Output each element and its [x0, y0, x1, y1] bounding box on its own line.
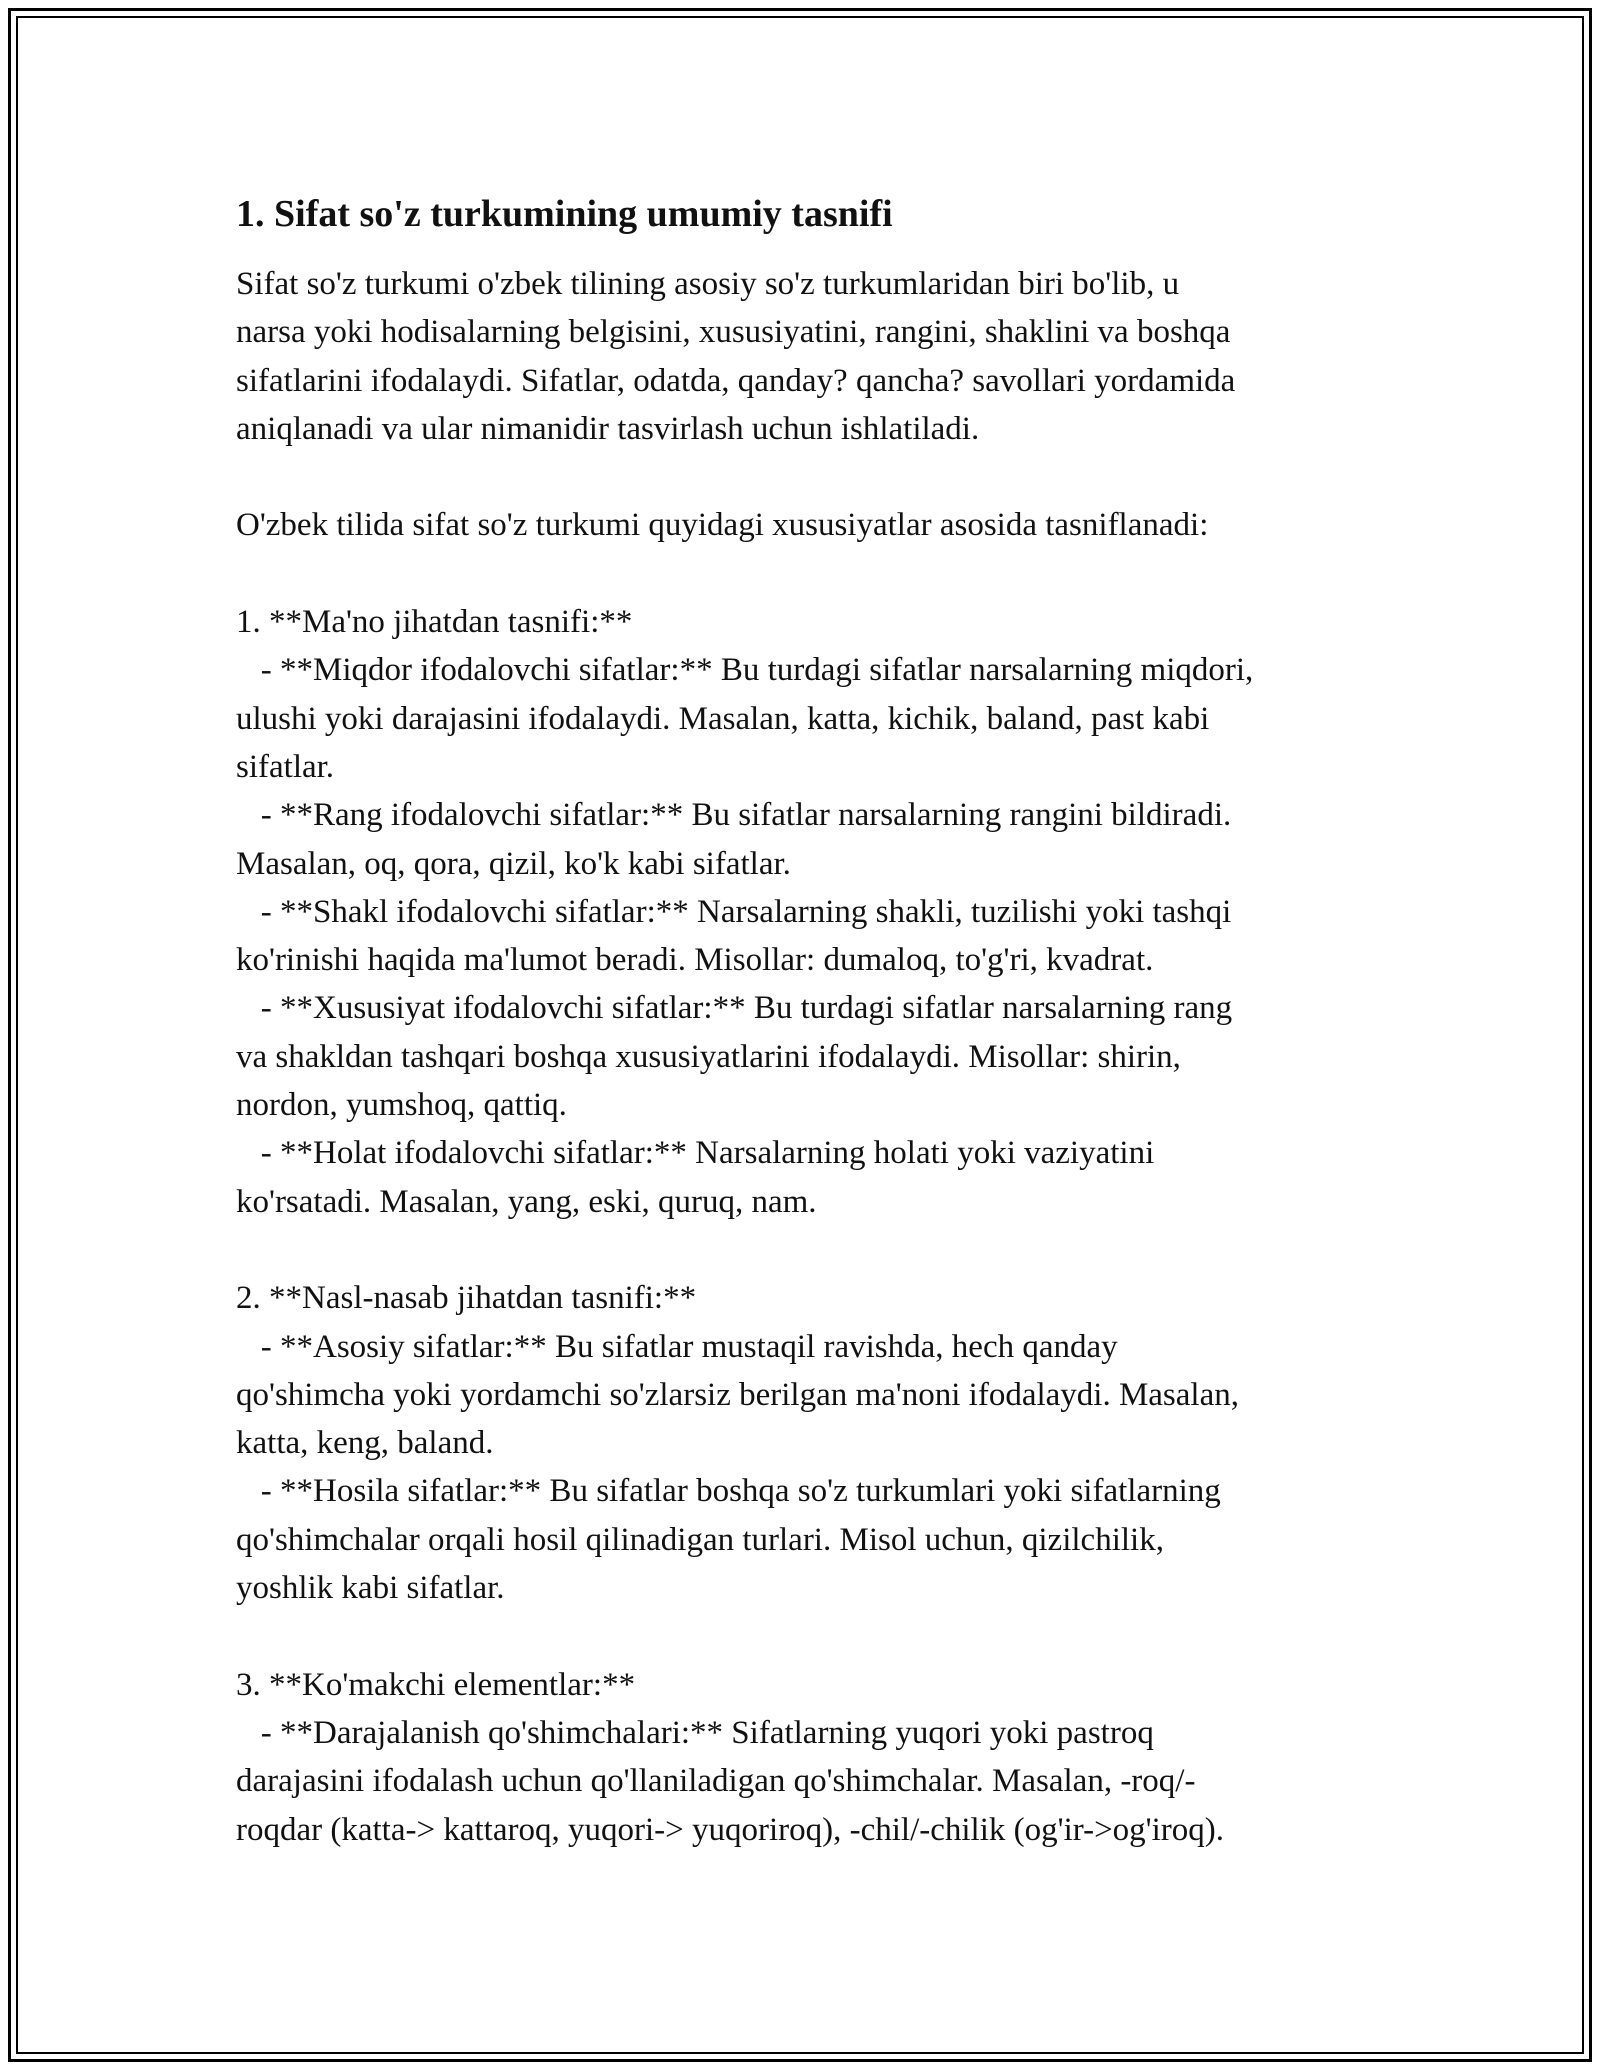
text-line: qo'shimcha yoki yordamchi so'zlarsiz berilgan ma'noni ifodalaydi. Masalan,: [236, 1376, 1239, 1413]
text-line: 2. **Nasl-nasab jihatdan tasnifi:**: [236, 1280, 697, 1317]
text-line: darajasini ifodalash uchun qo'llaniladigan qo'shimchalar. Masalan, -roq/-: [236, 1763, 1196, 1800]
text-line: qo'shimchalar orqali hosil qilinadigan turlari. Misol uchun, qizilchilik,: [236, 1521, 1164, 1558]
text-line: - **Rang ifodalovchi sifatlar:** Bu sifatlar narsalarning rangini bildiradi.: [236, 797, 1232, 834]
text-line: - **Holat ifodalovchi sifatlar:** Narsalarning holati yoki vaziyatini: [236, 1135, 1155, 1172]
text-line: 3. **Ko'makchi elementlar:**: [236, 1666, 636, 1703]
text-line: sifatlarini ifodalaydi. Sifatlar, odatda, qanday? qancha? savollari yordamida: [236, 362, 1236, 399]
text-line: va shakldan tashqari boshqa xususiyatlarini ifodalaydi. Misollar: shirin,: [236, 1038, 1181, 1075]
text-line: sifatlar.: [236, 748, 335, 785]
text-line: yoshlik kabi sifatlar.: [236, 1570, 505, 1607]
text-line: ko'rinishi haqida ma'lumot beradi. Misollar: dumaloq, to'g'ri, kvadrat.: [236, 942, 1154, 979]
text-line: katta, keng, baland.: [236, 1425, 494, 1462]
text-line: ko'rsatadi. Masalan, yang, eski, quruq, nam.: [236, 1183, 817, 1220]
text-line: aniqlanadi va ular nimanidir tasvirlash uchun ishlatiladi.: [236, 410, 980, 447]
text-line: Sifat so'z turkumi o'zbek tilining asosiy so'z turkumlaridan biri bo'lib, u: [236, 266, 1180, 302]
text-line: - **Xususiyat ifodalovchi sifatlar:** Bu turdagi sifatlar narsalarning rang: [236, 990, 1233, 1027]
text-line: narsa yoki hodisalarning belgisini, xususiyatini, rangini, shaklini va boshqa: [236, 314, 1231, 351]
text-line: - **Asosiy sifatlar:** Bu sifatlar mustaqil ravishda, hech qanday: [236, 1328, 1118, 1365]
text-line: 1. **Ma'no jihatdan tasnifi:**: [236, 604, 633, 641]
text-line: Masalan, oq, qora, qizil, ko'k kabi sifatlar.: [236, 845, 791, 882]
document-text: [236, 260, 1376, 1854]
text-line: roqdar (katta-> kattaroq, yuqori-> yuqoriroq), -chil/-chilik (og'ir->og'iroq).: [236, 1811, 1225, 1848]
text-line: - **Shakl ifodalovchi sifatlar:** Narsalarning shakli, tuzilishi yoki tashqi: [236, 893, 1232, 930]
text-line: [236, 550, 1376, 598]
text-line: O'zbek tilida sifat so'z turkumi quyidagi xususiyatlar asosida tasniflanadi:: [236, 507, 1209, 544]
text-line: [236, 453, 1376, 501]
document-title: 1. Sifat so'z turkumining umumiy tasnifi: [236, 193, 893, 235]
text-line: - **Miqdor ifodalovchi sifatlar:** Bu turdagi sifatlar narsalarning miqdori,: [236, 652, 1254, 689]
text-line: ulushi yoki darajasini ifodalaydi. Masalan, katta, kichik, baland, past kabi: [236, 700, 1210, 737]
text-line: nordon, yumshoq, qattiq.: [236, 1087, 567, 1124]
text-line: [236, 1612, 1376, 1660]
document-body: [236, 186, 1376, 1854]
text-line: [236, 1226, 1376, 1274]
text-line: - **Hosila sifatlar:** Bu sifatlar boshqa so'z turkumlari yoki sifatlarning: [236, 1473, 1221, 1510]
text-line: - **Darajalanish qo'shimchalari:** Sifatlarning yuqori yoki pastroq: [236, 1714, 1154, 1751]
